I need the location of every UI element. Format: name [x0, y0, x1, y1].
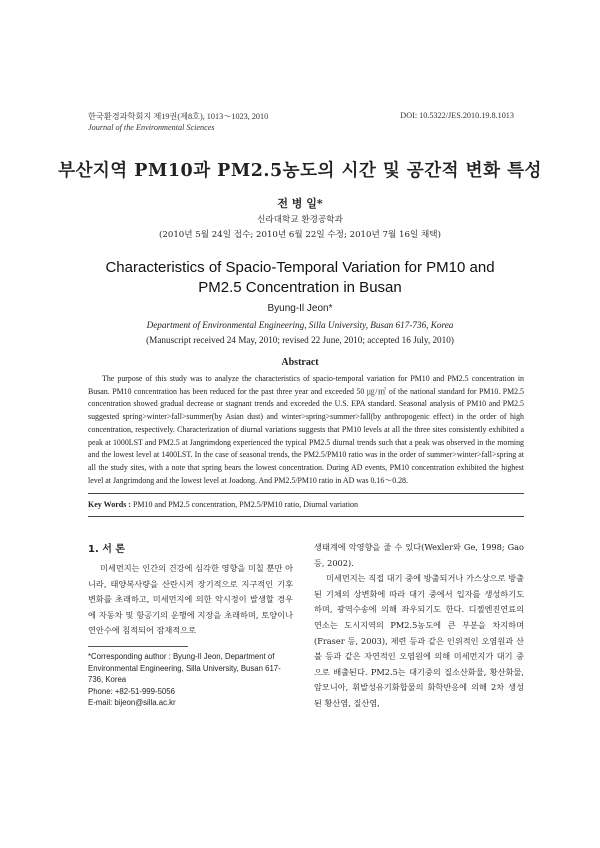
keywords-label: Key Words :: [88, 500, 131, 509]
right-column: [314, 540, 524, 712]
abstract-text: The purpose of this study was to analyze the characteristics of spacio-temporal variation for PM10 and PM2.5 concentration in Busan. PM10 concentration has been reduced for the past three year and exceeded 50 ㎍/㎥ of the national standard for PM10. PM2.5 concentration showed gradual decrease or stagnant trends and exceeded the U.S. EPA standard. Seasonal analysis of PM10 and PM2.5 suggested spring>winter>fall>summer(by Asian dust) and winter>spring>summer>fall(by anthropogenic effect) in the order of high concentration, respectively. Characterization of diurnal variations suggests that PM10 levels at all the three sites consistently exhibited a peak at 1000LST and PM2.5 at Jangrimdong experienced the typical PM2.5 diurnal trends such that a peak was observed in the morning and the lowest level at 1400LST. In the case of seasonal trends, the PM2.5/PM10 ratio was in the order of summer>winter>fall>spring at all the study sites, with a note that spring bears the lowest concentration. During AD events, PM10 concentration exhibited the highest level at Jangrimdong and the lowest level at Joadong. And PM2.5/PM10 ratio in AD was 0.16～0.28.: [88, 374, 524, 485]
right-column-paragraph-1: 생태계에 악영향을 줄 수 있다(Wexler와 Ge, 1998; Gao 등, 2002).: [314, 542, 524, 568]
section-heading-introduction: 1. 서 론: [88, 544, 126, 555]
keywords: [88, 500, 524, 509]
author-korean: 전 병 일*: [277, 197, 323, 210]
keywords-list: PM10 and PM2.5 concentration, PM2.5/PM10 ratio, Diurnal variation: [132, 500, 359, 509]
right-column-paragraph-2: 미세먼지는 직접 대기 중에 방출되거나 가스상으로 방출된 기체의 상변화에 따라 대기 중에서 입자를 생성하기도 하며, 광역수송에 의해 좌우되기도 한다. 디젤엔진연료의 연소는 도시지역의 PM2.5농도에 큰 부분을 차지하며(Fraser 등, 2003), 제련 등과 같은 인위적인 오염원과 산불 등과 같은 자연적인 오염원에 의해 미세먼지가 대기 중으로 배출된다. PM2.5는 대기중의 질소산화물, 황산화물, 암모니아, 휘발성유기화합물의 화학반응에 의해 2차 생성된 황산염, 질산염,: [314, 573, 524, 708]
dates-korean: (2010년 5월 24일 접수; 2010년 6월 22일 수정; 2010년 7월 16일 채택): [159, 230, 441, 240]
affiliation-korean: 신라대학교 환경공학과: [257, 215, 343, 225]
title-en-line-2: PM2.5 Concentration in Busan: [198, 279, 402, 296]
footnote-phone: Phone: +82-51-999-5056: [88, 686, 175, 696]
journal-citation-ko: 한국환경과학회지 제19권(제8호), 1013～1023, 2010: [88, 112, 269, 121]
divider-top: [88, 493, 524, 494]
divider-bottom: [88, 516, 524, 517]
footnote-corresponding: *Corresponding author : Byung-Il Jeon, Department of Environmental Engineering, Silla University, Busan 617-736, Korea: [88, 652, 281, 685]
footnote-email[interactable]: E-mail: bijeon@silla.ac.kr: [88, 698, 176, 708]
left-column: [88, 561, 293, 639]
journal-name-en: Journal of the Environmental Sciences: [88, 123, 215, 132]
abstract-heading: Abstract: [281, 357, 319, 368]
paper-title-english: [100, 258, 500, 298]
paper-title-korean: 부산지역 PM10과 PM2.5농도의 시간 및 공간적 변화 특성: [58, 161, 542, 181]
footnote-rule: [88, 646, 188, 647]
left-column-paragraph: 미세먼지는 인간의 건강에 심각한 영향을 미칠 뿐만 아니라, 태양복사량을 산란시켜 장기적으로 지구적인 기후변화를 초래하고, 미세먼지에 의한 악시정이 발생할 경우에 자동차 및 항공기의 운행에 지장을 초래하며, 토양이나 연안수에 침적되어 잠재적으로: [88, 563, 293, 636]
author-english: Byung-Il Jeon*: [267, 303, 333, 314]
dates-english: (Manuscript received 24 May, 2010; revised 22 June, 2010; accepted 16 July, 2010): [146, 335, 454, 345]
title-en-line-1: Characteristics of Spacio-Temporal Variation for PM10 and: [105, 259, 495, 276]
abstract-body: [88, 373, 524, 487]
affiliation-english: Department of Environmental Engineering, Silla University, Busan 617-736, Korea: [146, 320, 454, 330]
doi[interactable]: DOI: 10.5322/JES.2010.19.8.1013: [400, 111, 514, 120]
footnote: [88, 651, 293, 709]
